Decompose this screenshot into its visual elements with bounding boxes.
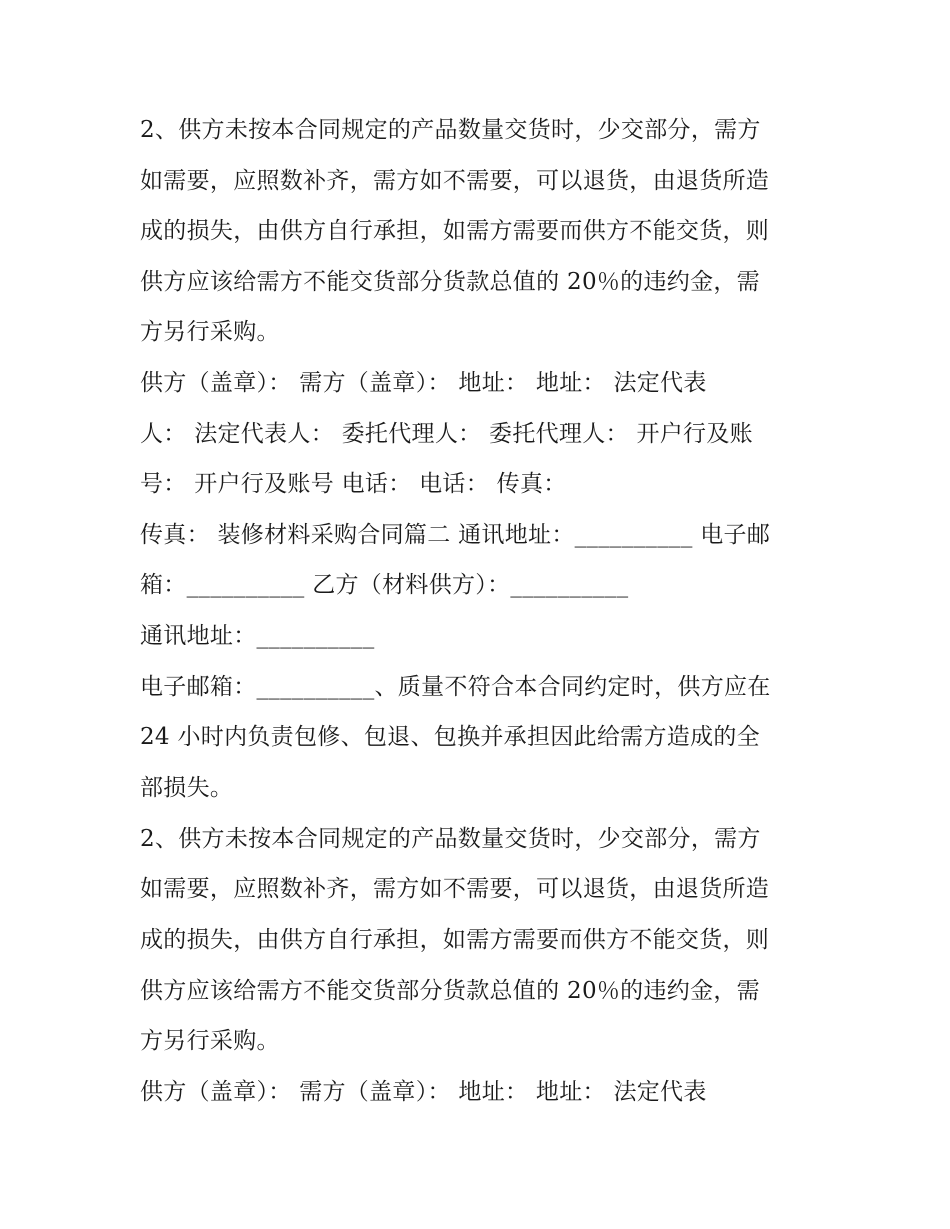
- text-line: 供方应该给需方不能交货部分货款总值的 20％的违约金，需: [140, 978, 760, 1004]
- text-line: 2、供方未按本合同规定的产品数量交货时，少交部分，需方: [140, 826, 761, 852]
- text-line: 方另行采购。: [140, 1028, 280, 1054]
- text-line: 成的损失，由供方自行承担，如需方需要而供方不能交货，则: [140, 927, 770, 953]
- text-line: 供方（盖章）： 需方（盖章）： 地址： 地址： 法定代表: [140, 370, 707, 396]
- text-line: 传真： 装修材料采购合同篇二 通讯地址：__________ 电子邮: [140, 522, 771, 548]
- text-line: 号： 开户行及账号 电话： 电话： 传真：: [140, 471, 567, 497]
- text-line: 方另行采购。: [140, 319, 280, 345]
- text-line: 箱：__________ 乙方（材料供方）：__________: [140, 572, 629, 598]
- text-line: 2、供方未按本合同规定的产品数量交货时，少交部分，需方: [140, 117, 761, 143]
- text-line: 供方（盖章）： 需方（盖章）： 地址： 地址： 法定代表: [140, 1079, 707, 1105]
- text-line: 如需要，应照数补齐，需方如不需要，可以退货，由退货所造: [140, 876, 770, 902]
- text-line: 通讯地址：__________: [140, 623, 375, 649]
- text-line: 供方应该给需方不能交货部分货款总值的 20％的违约金，需: [140, 269, 760, 295]
- text-line: 如需要，应照数补齐，需方如不需要，可以退货，由退货所造: [140, 168, 770, 194]
- text-line: 24 小时内负责包修、包退、包换并承担因此给需方造成的全: [140, 724, 760, 750]
- text-line: 电子邮箱：__________、质量不符合本合同约定时，供方应在: [140, 674, 771, 700]
- text-line: 部损失。: [140, 775, 234, 801]
- text-line: 成的损失，由供方自行承担，如需方需要而供方不能交货，则: [140, 218, 770, 244]
- text-line: 人： 法定代表人： 委托代理人： 委托代理人： 开户行及账: [140, 421, 753, 447]
